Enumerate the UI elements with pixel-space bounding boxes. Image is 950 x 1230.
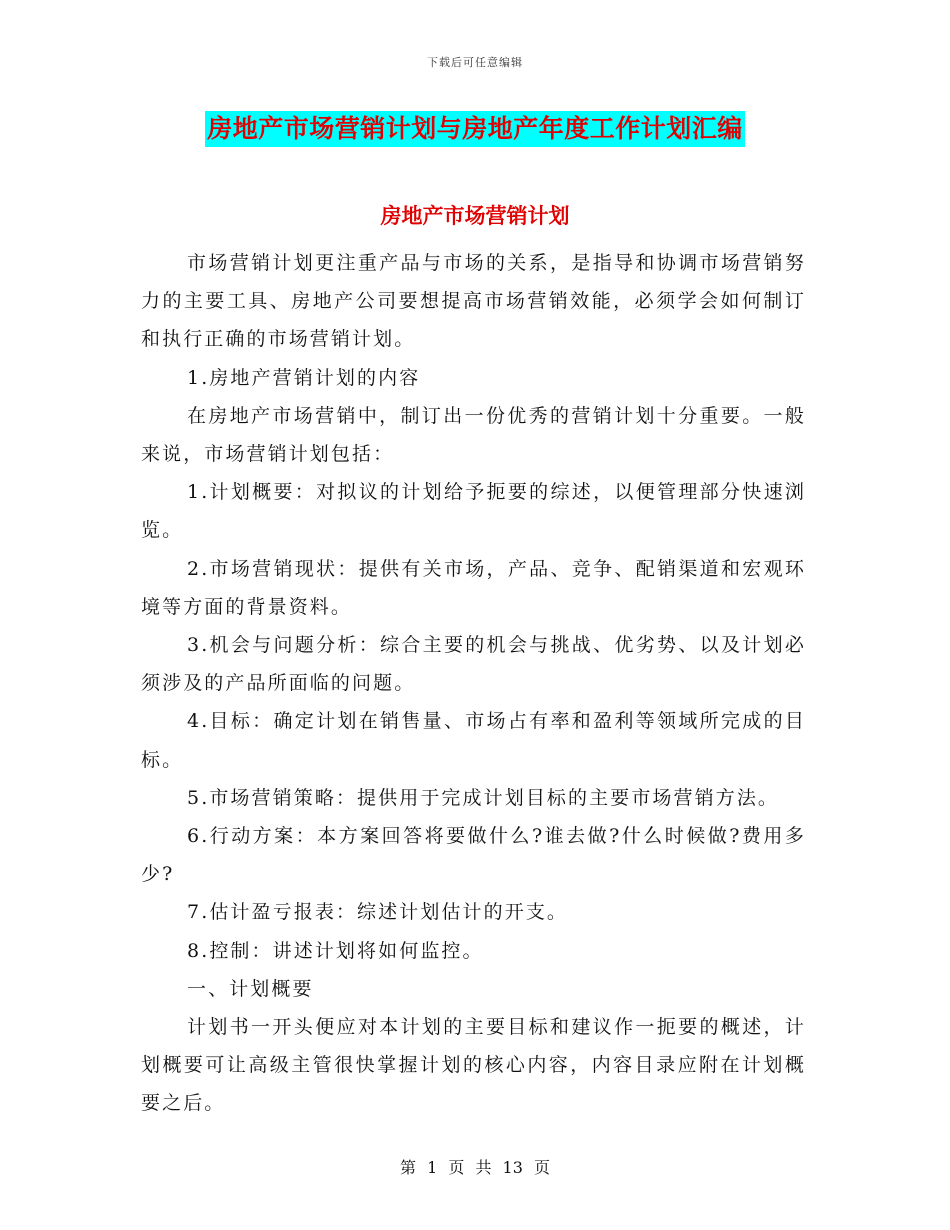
paragraph: 5.市场营销策略：提供用于完成计划目标的主要市场营销方法。	[187, 786, 780, 809]
main-title-container	[0, 111, 950, 147]
paragraph: 一、计划概要	[187, 977, 314, 1000]
paragraph: 6.行动方案：本方案回答将要做什么?谁去做?什么时候做?费用多少?	[141, 825, 806, 886]
document-body	[141, 244, 806, 1123]
paragraph: 市场营销计划更注重产品与市场的关系，是指导和协调市场营销努力的主要工具、房地产公司要想提高市场营销效能，必须学会如何制订和执行正确的市场营销计划。	[141, 252, 806, 351]
paragraph: 7.估计盈亏报表：综述计划估计的开支。	[187, 901, 569, 924]
paragraph: 1.计划概要：对拟议的计划给予扼要的综述，以便管理部分快速浏览。	[141, 481, 806, 542]
page-number-footer: 第 1 页 共 13 页	[400, 1158, 550, 1177]
paragraph: 计划书一开头便应对本计划的主要目标和建议作一扼要的概述，计划概要可让高级主管很快掌握计划的核心内容，内容目录应附在计划概要之后。	[141, 1016, 806, 1115]
paragraph: 在房地产市场营销中，制订出一份优秀的营销计划十分重要。一般来说，市场营销计划包括：	[141, 404, 806, 466]
paragraph: 4.目标：确定计划在销售量、市场占有率和盈利等领域所完成的目标。	[141, 710, 806, 771]
paragraph: 8.控制：讲述计划将如何监控。	[187, 939, 484, 962]
section-title: 房地产市场营销计划	[380, 203, 570, 228]
paragraph: 3.机会与问题分析：综合主要的机会与挑战、优劣势、以及计划必须涉及的产品所面临的问题。	[141, 634, 806, 695]
paragraph: 1.房地产营销计划的内容	[187, 366, 421, 389]
document-title: 房地产市场营销计划与房地产年度工作计划汇编	[205, 111, 745, 147]
paragraph: 2.市场营销现状：提供有关市场，产品、竞争、配销渠道和宏观环境等方面的背景资料。	[141, 557, 806, 618]
header-note: 下载后可任意编辑	[427, 56, 523, 69]
